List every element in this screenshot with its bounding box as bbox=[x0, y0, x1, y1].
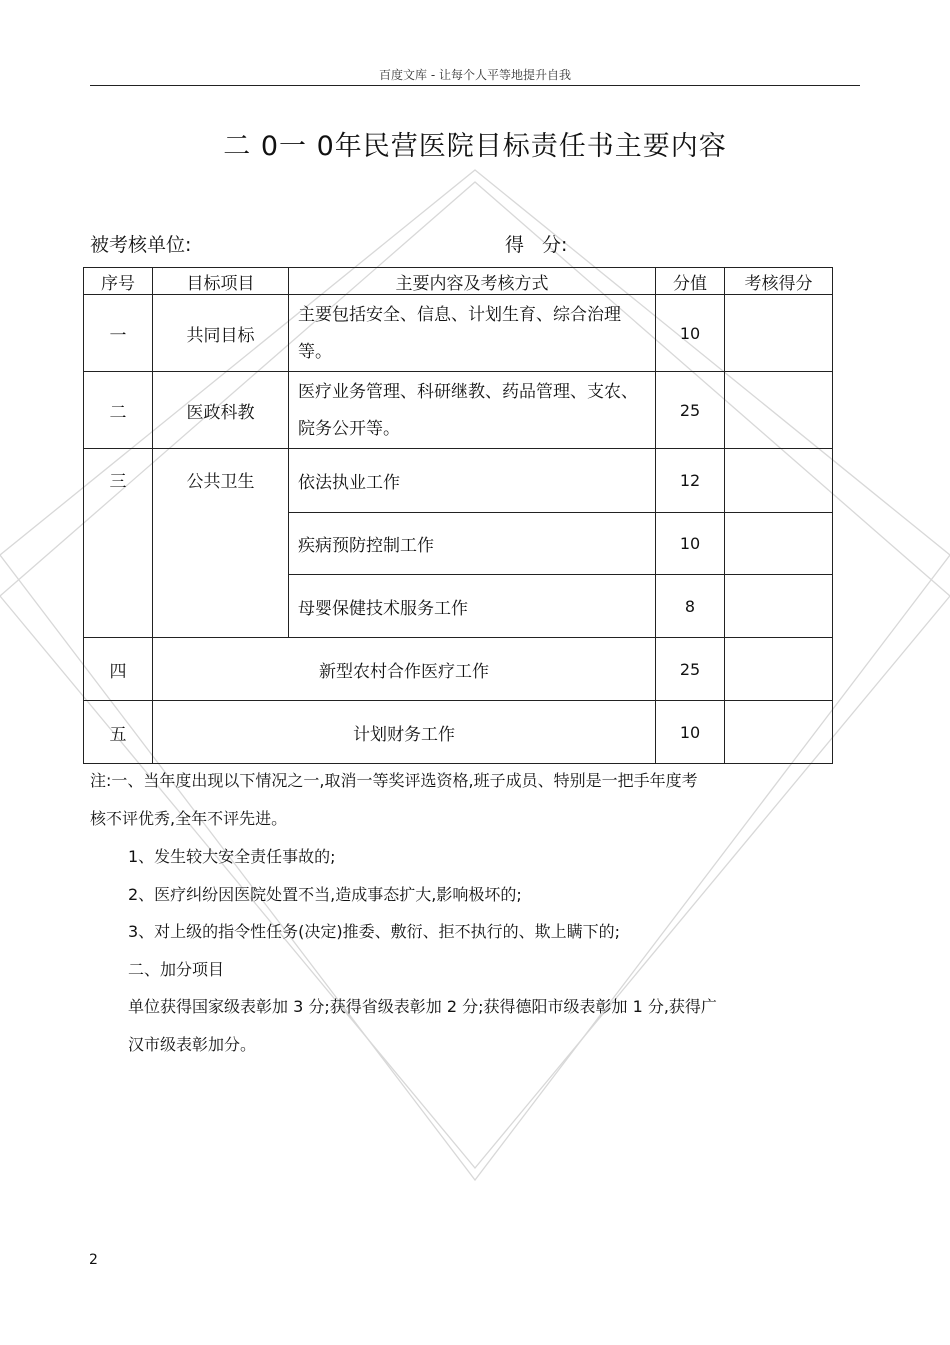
header-seq: 序号 bbox=[84, 268, 153, 295]
row3-sub2-content: 疾病预防控制工作 bbox=[289, 513, 656, 575]
score-label-b: 分: bbox=[542, 234, 568, 256]
document-title: 二 0一 0年民营医院目标责任书主要内容 bbox=[223, 131, 727, 162]
row4-seq: 四 bbox=[84, 638, 153, 701]
header-content: 主要内容及考核方式 bbox=[289, 268, 656, 295]
note-item-1: 1、发生较大安全责任事故的; bbox=[128, 847, 336, 866]
header-result: 考核得分 bbox=[725, 268, 833, 295]
row1-seq: 一 bbox=[84, 295, 153, 372]
row2-result[interactable] bbox=[725, 372, 833, 449]
row3-sub3-result[interactable] bbox=[725, 575, 833, 638]
note-item-3: 3、对上级的指令性任务(决定)推委、敷衍、拒不执行的、欺上瞒下的; bbox=[128, 922, 621, 941]
score-label bbox=[505, 230, 567, 257]
header-score: 分值 bbox=[656, 268, 725, 295]
row3-sub2-result[interactable] bbox=[725, 513, 833, 575]
header-item: 目标项目 bbox=[153, 268, 289, 295]
page-number: 2 bbox=[89, 1252, 98, 1268]
row3-sub1-score: 12 bbox=[656, 449, 725, 513]
row5-seq: 五 bbox=[84, 701, 153, 764]
score-label-a: 得 bbox=[505, 234, 525, 256]
row5-result[interactable] bbox=[725, 701, 833, 764]
row3-sub3-score: 8 bbox=[656, 575, 725, 638]
row2-item: 医政科教 bbox=[153, 372, 289, 449]
row3-sub3-content: 母婴保健技术服务工作 bbox=[289, 575, 656, 638]
note-line-1: 注:一、当年度出现以下情况之一,取消一等奖评选资格,班子成员、特别是一把手年度考 bbox=[90, 771, 698, 790]
page-header: 百度文库 - 让每个人平等地提升自我 bbox=[379, 68, 571, 82]
bonus-line-1: 单位获得国家级表彰加 3 分;获得省级表彰加 2 分;获得德阳市级表彰加 1 分,获得广 bbox=[128, 997, 717, 1016]
bonus-line-2: 汉市级表彰加分。 bbox=[128, 1035, 257, 1054]
note-section-2: 二、加分项目 bbox=[128, 960, 225, 979]
row1-item: 共同目标 bbox=[153, 295, 289, 372]
row5-score: 10 bbox=[656, 701, 725, 764]
table-row bbox=[84, 638, 833, 701]
row4-result[interactable] bbox=[725, 638, 833, 701]
row4-score: 25 bbox=[656, 638, 725, 701]
table-row bbox=[84, 701, 833, 764]
row4-content: 新型农村合作医疗工作 bbox=[153, 638, 656, 701]
table-row bbox=[84, 372, 833, 449]
table-header-row bbox=[84, 268, 833, 295]
row3-seq: 三 bbox=[84, 449, 153, 638]
header-divider bbox=[90, 85, 860, 86]
row3-item: 公共卫生 bbox=[153, 449, 289, 638]
unit-label: 被考核单位: bbox=[90, 234, 192, 256]
note-item-2: 2、医疗纠纷因医院处置不当,造成事态扩大,影响极坏的; bbox=[128, 885, 522, 904]
row2-seq: 二 bbox=[84, 372, 153, 449]
table-row bbox=[84, 449, 833, 513]
row2-content: 医疗业务管理、科研继教、药品管理、支农、院务公开等。 bbox=[289, 372, 656, 449]
row3-sub1-content: 依法执业工作 bbox=[289, 449, 656, 513]
row1-result[interactable] bbox=[725, 295, 833, 372]
row1-score: 10 bbox=[656, 295, 725, 372]
table-row bbox=[84, 295, 833, 372]
row1-content: 主要包括安全、信息、计划生育、综合治理等。 bbox=[289, 295, 656, 372]
note-line-2: 核不评优秀,全年不评先进。 bbox=[90, 809, 288, 828]
row2-score: 25 bbox=[656, 372, 725, 449]
row3-sub1-result[interactable] bbox=[725, 449, 833, 513]
assessment-table bbox=[83, 267, 833, 764]
row3-sub2-score: 10 bbox=[656, 513, 725, 575]
row5-content: 计划财务工作 bbox=[153, 701, 656, 764]
